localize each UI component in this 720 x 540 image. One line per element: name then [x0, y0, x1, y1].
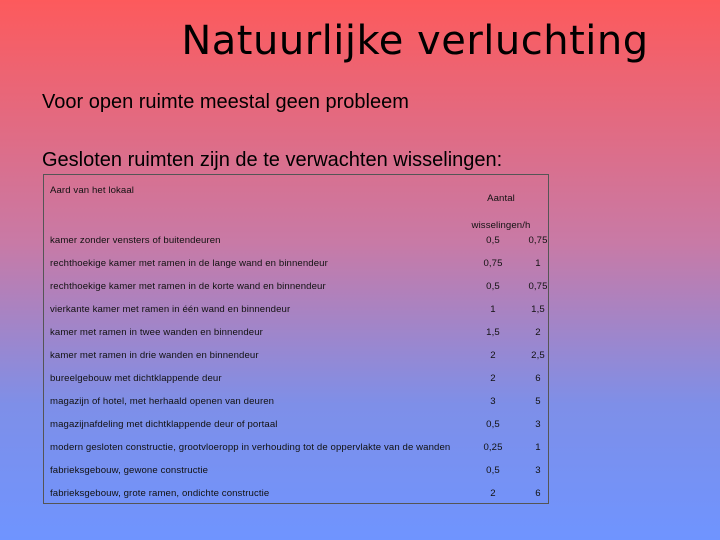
table-row [50, 327, 544, 341]
row-label: fabrieksgebouw, grote ramen, ondichte constructie [50, 488, 270, 499]
row-value-min: 1,5 [486, 327, 500, 338]
row-value-max: 6 [535, 373, 541, 384]
row-label: rechthoekige kamer met ramen in de lange wand en binnendeur [50, 258, 328, 269]
row-value-max: 2 [535, 327, 541, 338]
table-row [50, 396, 544, 410]
table-header-room-type: Aard van het lokaal [50, 185, 135, 196]
row-label: fabrieksgebouw, gewone constructie [50, 465, 209, 476]
row-label: vierkante kamer met ramen in één wand en binnendeur [50, 304, 291, 315]
row-label: bureelgebouw met dichtklappende deur [50, 373, 222, 384]
ventilation-table [43, 174, 549, 504]
bullet-open-space: Voor open ruimte meestal geen probleem [42, 91, 409, 113]
table-row [50, 281, 548, 295]
row-value-min: 2 [490, 350, 496, 361]
row-value-min: 2 [490, 373, 496, 384]
table-row [50, 465, 544, 479]
row-label: kamer met ramen in twee wanden en binnendeur [50, 327, 263, 338]
row-value-max: 5 [535, 396, 541, 407]
table-row [50, 258, 544, 272]
row-value-min: 0,5 [486, 465, 500, 476]
table-row [50, 304, 544, 318]
slide-title: Natuurlijke verluchting [181, 18, 649, 64]
table-row [50, 488, 544, 502]
row-value-max: 3 [535, 465, 541, 476]
row-label: rechthoekige kamer met ramen in de korte wand en binnendeur [50, 281, 326, 292]
row-value-max: 1 [535, 442, 541, 453]
table-header-changes [461, 185, 541, 239]
row-value-min: 0,25 [483, 442, 503, 453]
table-header-changes-line1: Aantal [487, 193, 515, 204]
bullet-closed-space: Gesloten ruimten zijn de te verwachten wisselingen: [42, 149, 503, 171]
row-value-min: 0,75 [483, 258, 503, 269]
table-row [50, 442, 544, 456]
row-value-min: 1 [490, 304, 496, 315]
row-value-max: 1,5 [531, 304, 545, 315]
row-value-max: 6 [535, 488, 541, 499]
row-label: magazijn of hotel, met herhaald openen van deuren [50, 396, 275, 407]
table-row [50, 419, 544, 433]
row-label: kamer zonder vensters of buitendeuren [50, 235, 221, 246]
row-label: magazijnafdeling met dichtklappende deur of portaal [50, 419, 278, 430]
row-value-max: 3 [535, 419, 541, 430]
row-label: kamer met ramen in drie wanden en binnendeur [50, 350, 259, 361]
row-value-min: 0,5 [486, 419, 500, 430]
row-value-max: 2,5 [531, 350, 545, 361]
table-header-changes-line2: wisselingen/h [471, 220, 531, 231]
table-row [50, 235, 548, 249]
table-row [50, 373, 544, 387]
row-value-max: 0,75 [528, 281, 548, 292]
row-value-min: 0,5 [486, 281, 500, 292]
row-value-max: 1 [535, 258, 541, 269]
row-value-max: 0,75 [528, 235, 548, 246]
row-value-min: 0,5 [486, 235, 500, 246]
table-row [50, 350, 544, 364]
row-label: modern gesloten constructie, grootvloeropp in verhouding tot de oppervlakte van de wanden [50, 442, 451, 453]
row-value-min: 2 [490, 488, 496, 499]
row-value-min: 3 [490, 396, 496, 407]
